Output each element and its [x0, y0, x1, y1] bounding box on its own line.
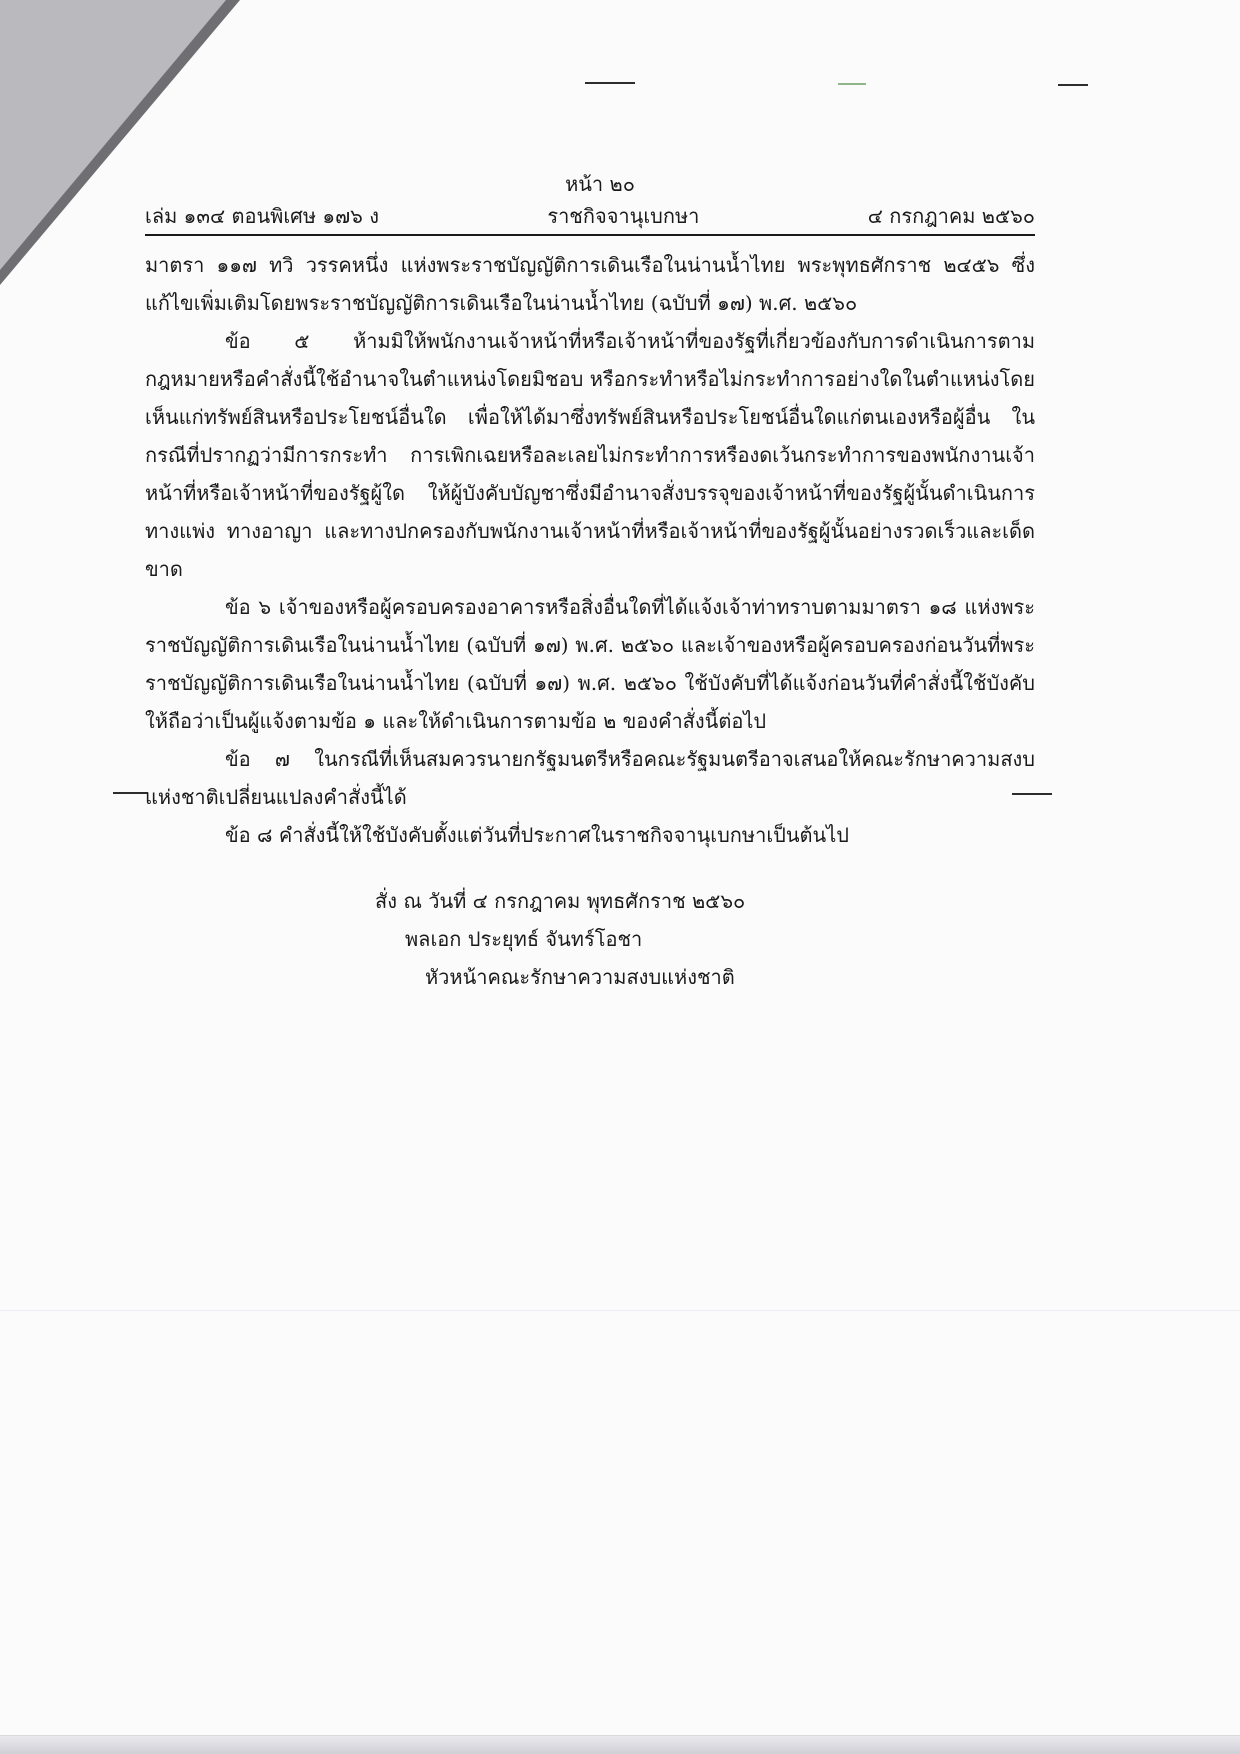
publication-name: ราชกิจจานุเบกษา [547, 204, 700, 228]
signature-block [145, 882, 1035, 996]
scan-bleed-line [0, 1310, 1240, 1311]
signature-date: สั่ง ณ วันที่ ๔ กรกฎาคม พุทธศักราช ๒๕๖๐ [375, 889, 746, 913]
scan-mark [113, 792, 148, 794]
scan-mark [838, 83, 866, 85]
paragraph-clause-6: ข้อ ๖ เจ้าของหรือผู้ครอบครองอาคารหรือสิ่งอื่นใดที่ได้แจ้งเจ้าท่าทราบตามมาตรา ๑๘ แห่งพระราชบัญญัติการเดินเรือในน่านน้ำไทย (ฉบับที่ ๑๗) พ.ศ. ๒๕๖๐ และเจ้าของหรือผู้ครอบครองก่อนวันที่พระราชบัญญัติการเดินเรือในน่านน้ำไทย (ฉบับที่ ๑๗) พ.ศ. ๒๕๖๐ ใช้บังคับที่ได้แจ้งก่อนวันที่คำสั่งนี้ใช้บังคับ ให้ถือว่าเป็นผู้แจ้งตามข้อ ๑ และให้ดำเนินการตามข้อ ๒ ของคำสั่งนี้ต่อไป [145, 595, 1035, 733]
scan-mark [1058, 84, 1088, 86]
scan-mark [585, 82, 635, 84]
page-number: หน้า ๒๐ [565, 172, 635, 196]
volume-issue: เล่ม ๑๓๔ ตอนพิเศษ ๑๗๖ ง [145, 204, 379, 228]
gazette-header [145, 200, 1035, 236]
paragraph-continuation: มาตรา ๑๑๗ ทวิ วรรคหนึ่ง แห่งพระราชบัญญัติการเดินเรือในน่านน้ำไทย พระพุทธศักราช ๒๔๕๖ ซึ่งแก้ไขเพิ่มเติมโดยพระราชบัญญัติการเดินเรือในน่านน้ำไทย (ฉบับที่ ๑๗) พ.ศ. ๒๕๖๐ [145, 253, 1035, 315]
paragraph-clause-8: ข้อ ๘ คำสั่งนี้ให้ใช้บังคับตั้งแต่วันที่ประกาศในราชกิจจานุเบกษาเป็นต้นไป [225, 823, 849, 847]
paragraph-clause-5: ข้อ ๕ ห้ามมิให้พนักงานเจ้าหน้าที่หรือเจ้าหน้าที่ของรัฐที่เกี่ยวข้องกับการดำเนินการตามกฎหมายหรือคำสั่งนี้ใช้อำนาจในตำแหน่งโดยมิชอบ หรือกระทำหรือไม่กระทำการอย่างใดในตำแหน่งโดยเห็นแก่ทรัพย์สินหรือประโยชน์อื่นใด เพื่อให้ได้มาซึ่งทรัพย์สินหรือประโยชน์อื่นใดแก่ตนเองหรือผู้อื่น ในกรณีที่ปรากฏว่ามีการกระทำ การเพิกเฉยหรือละเลยไม่กระทำการหรืองดเว้นกระทำการของพนักงานเจ้าหน้าที่หรือเจ้าหน้าที่ของรัฐผู้ใด ให้ผู้บังคับบัญชาซึ่งมีอำนาจสั่งบรรจุของเจ้าหน้าที่ของรัฐผู้นั้นดำเนินการทางแพ่ง ทางอาญา และทางปกครองกับพนักงานเจ้าหน้าที่หรือเจ้าหน้าที่ของรัฐผู้นั้นอย่างรวดเร็วและเด็ดขาด [145, 329, 1035, 581]
paper-bottom-edge [0, 1735, 1240, 1754]
signatory-name: พลเอก ประยุทธ์ จันทร์โอชา [405, 927, 643, 951]
signatory-title: หัวหน้าคณะรักษาความสงบแห่งชาติ [425, 965, 735, 989]
document-body [145, 168, 1035, 996]
publication-date: ๔ กรกฎาคม ๒๕๖๐ [867, 204, 1035, 228]
paragraph-clause-7: ข้อ ๗ ในกรณีที่เห็นสมควรนายกรัฐมนตรีหรือคณะรัฐมนตรีอาจเสนอให้คณะรักษาความสงบแห่งชาติเปลี่ยนแปลงคำสั่งนี้ได้ [145, 747, 1035, 809]
